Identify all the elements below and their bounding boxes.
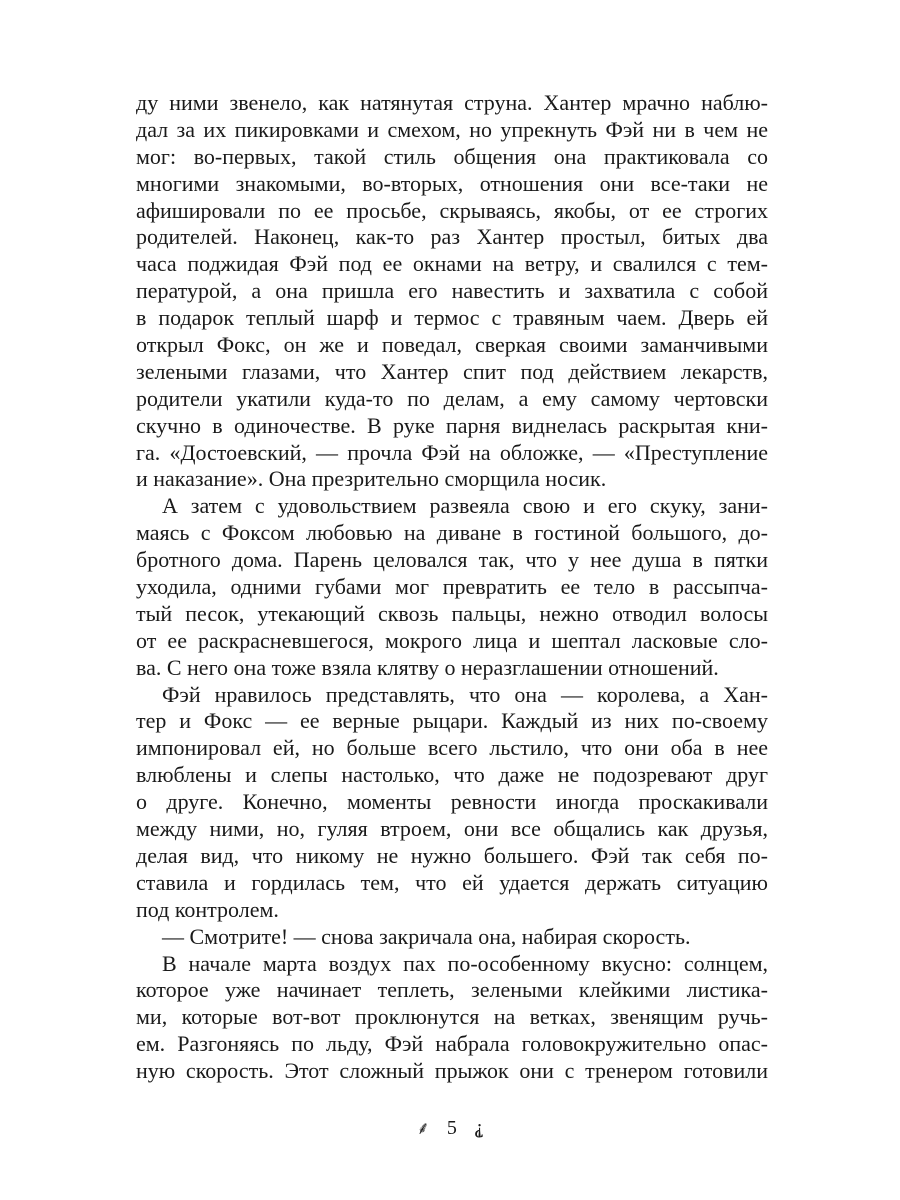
page-footer xyxy=(0,1116,900,1140)
text-line: тый песок, утекающий сквозь пальцы, нежно отводил волосы xyxy=(136,600,768,626)
text-line: многими знакомыми, во-вторых, отношения они все-таки не xyxy=(136,170,768,196)
text-line: — Смотрите! — снова закричала она, набирая скорость. xyxy=(162,923,691,949)
text-line: ду ними звенело, как натянутая струна. Хантер мрачно наблю- xyxy=(136,90,768,115)
paragraph xyxy=(136,924,768,951)
text-line: скучно в одиночестве. В руке парня виднелась раскрытая кни- xyxy=(136,412,768,438)
text-line: родители укатили куда-то по делам, а ему самому чертовски xyxy=(136,385,768,411)
text-line: между ними, но, гуляя втроем, они все общались как друзья, xyxy=(136,816,768,842)
text-line: в подарок теплый шарф и термос с травяным чаем. Дверь ей xyxy=(136,305,768,331)
page-number: 5 xyxy=(446,1116,457,1139)
text-line: бротного дома. Парень целовался так, что у нее душа в пятки xyxy=(136,547,768,573)
text-line: влюблены и слепы настолько, что даже не подозревают друг xyxy=(136,762,768,788)
text-line: афишировали по ее просьбе, скрываясь, якобы, от ее строгих xyxy=(136,197,768,223)
text-line: ва. С него она тоже взяла клятву о неразглашении отношений. xyxy=(136,654,719,680)
text-line: мог: во-первых, такой стиль общения она практиковала со xyxy=(136,143,768,169)
text-line: родителей. Наконец, как-то раз Хантер простыл, битых два xyxy=(136,224,768,250)
paragraph xyxy=(136,951,768,1085)
text-line: открыл Фокс, он же и поведал, сверкая своими заманчивыми xyxy=(136,332,768,358)
text-line: А затем с удовольствием развеяла свою и его скуку, зани- xyxy=(162,493,768,519)
text-line: пературой, а она пришла его навестить и захватила с собой xyxy=(136,278,768,304)
text-line: ную скорость. Этот сложный прыжок они с тренером готовили xyxy=(136,1058,768,1084)
paragraph xyxy=(136,682,768,924)
paragraph xyxy=(136,90,768,493)
text-line: ем. Разгоняясь по льду, Фэй набрала головокружительно опас- xyxy=(136,1031,768,1057)
text-line: Фэй нравилось представлять, что она — королева, а Хан- xyxy=(162,681,768,707)
text-line: тер и Фокс — ее верные рыцари. Каждый из них по-своему xyxy=(136,708,768,734)
text-line: и наказание». Она презрительно сморщила носик. xyxy=(136,466,607,492)
text-line: часа поджидая Фэй под ее окнами на ветру, и свалился с тем- xyxy=(136,251,768,277)
text-line: которое уже начинает теплеть, зелеными клейкими листика- xyxy=(136,977,768,1003)
text-line: импонировал ей, но больше всего льстило, что они оба в нее xyxy=(136,735,768,761)
left-ornament-icon: ⸙ xyxy=(416,1118,430,1140)
text-block xyxy=(136,90,768,1085)
page-body xyxy=(136,90,768,1085)
text-line: о друге. Конечно, моменты ревности иногда проскакивали xyxy=(136,789,768,815)
text-line: от ее раскрасневшегося, мокрого лица и шептал ласковые сло- xyxy=(136,627,768,653)
text-line: под контролем. xyxy=(136,896,279,922)
text-line: В начале марта воздух пах по-особенному вкусно: солнцем, xyxy=(162,950,768,976)
text-line: уходила, одними губами мог превратить ее тело в рассыпча- xyxy=(136,574,768,600)
text-line: зелеными глазами, что Хантер спит под действием лекарств, xyxy=(136,358,768,384)
text-line: делая вид, что никому не нужно большего. Фэй так себя по- xyxy=(136,842,768,868)
text-line: ми, которые вот-вот проклюнутся на ветках, звенящим ручь- xyxy=(136,1004,768,1030)
text-line: дал за их пикировками и смехом, но упрекнуть Фэй ни в чем не xyxy=(136,116,768,142)
paragraph xyxy=(136,493,768,681)
right-ornament-icon: ⸘ xyxy=(473,1117,484,1139)
text-line: га. «Достоевский, — прочла Фэй на обложке, — «Преступление xyxy=(136,439,768,465)
text-line: маясь с Фоксом любовью на диване в гостиной большого, до- xyxy=(136,520,768,546)
text-line: ставила и гордилась тем, что ей удается держать ситуацию xyxy=(136,869,768,895)
